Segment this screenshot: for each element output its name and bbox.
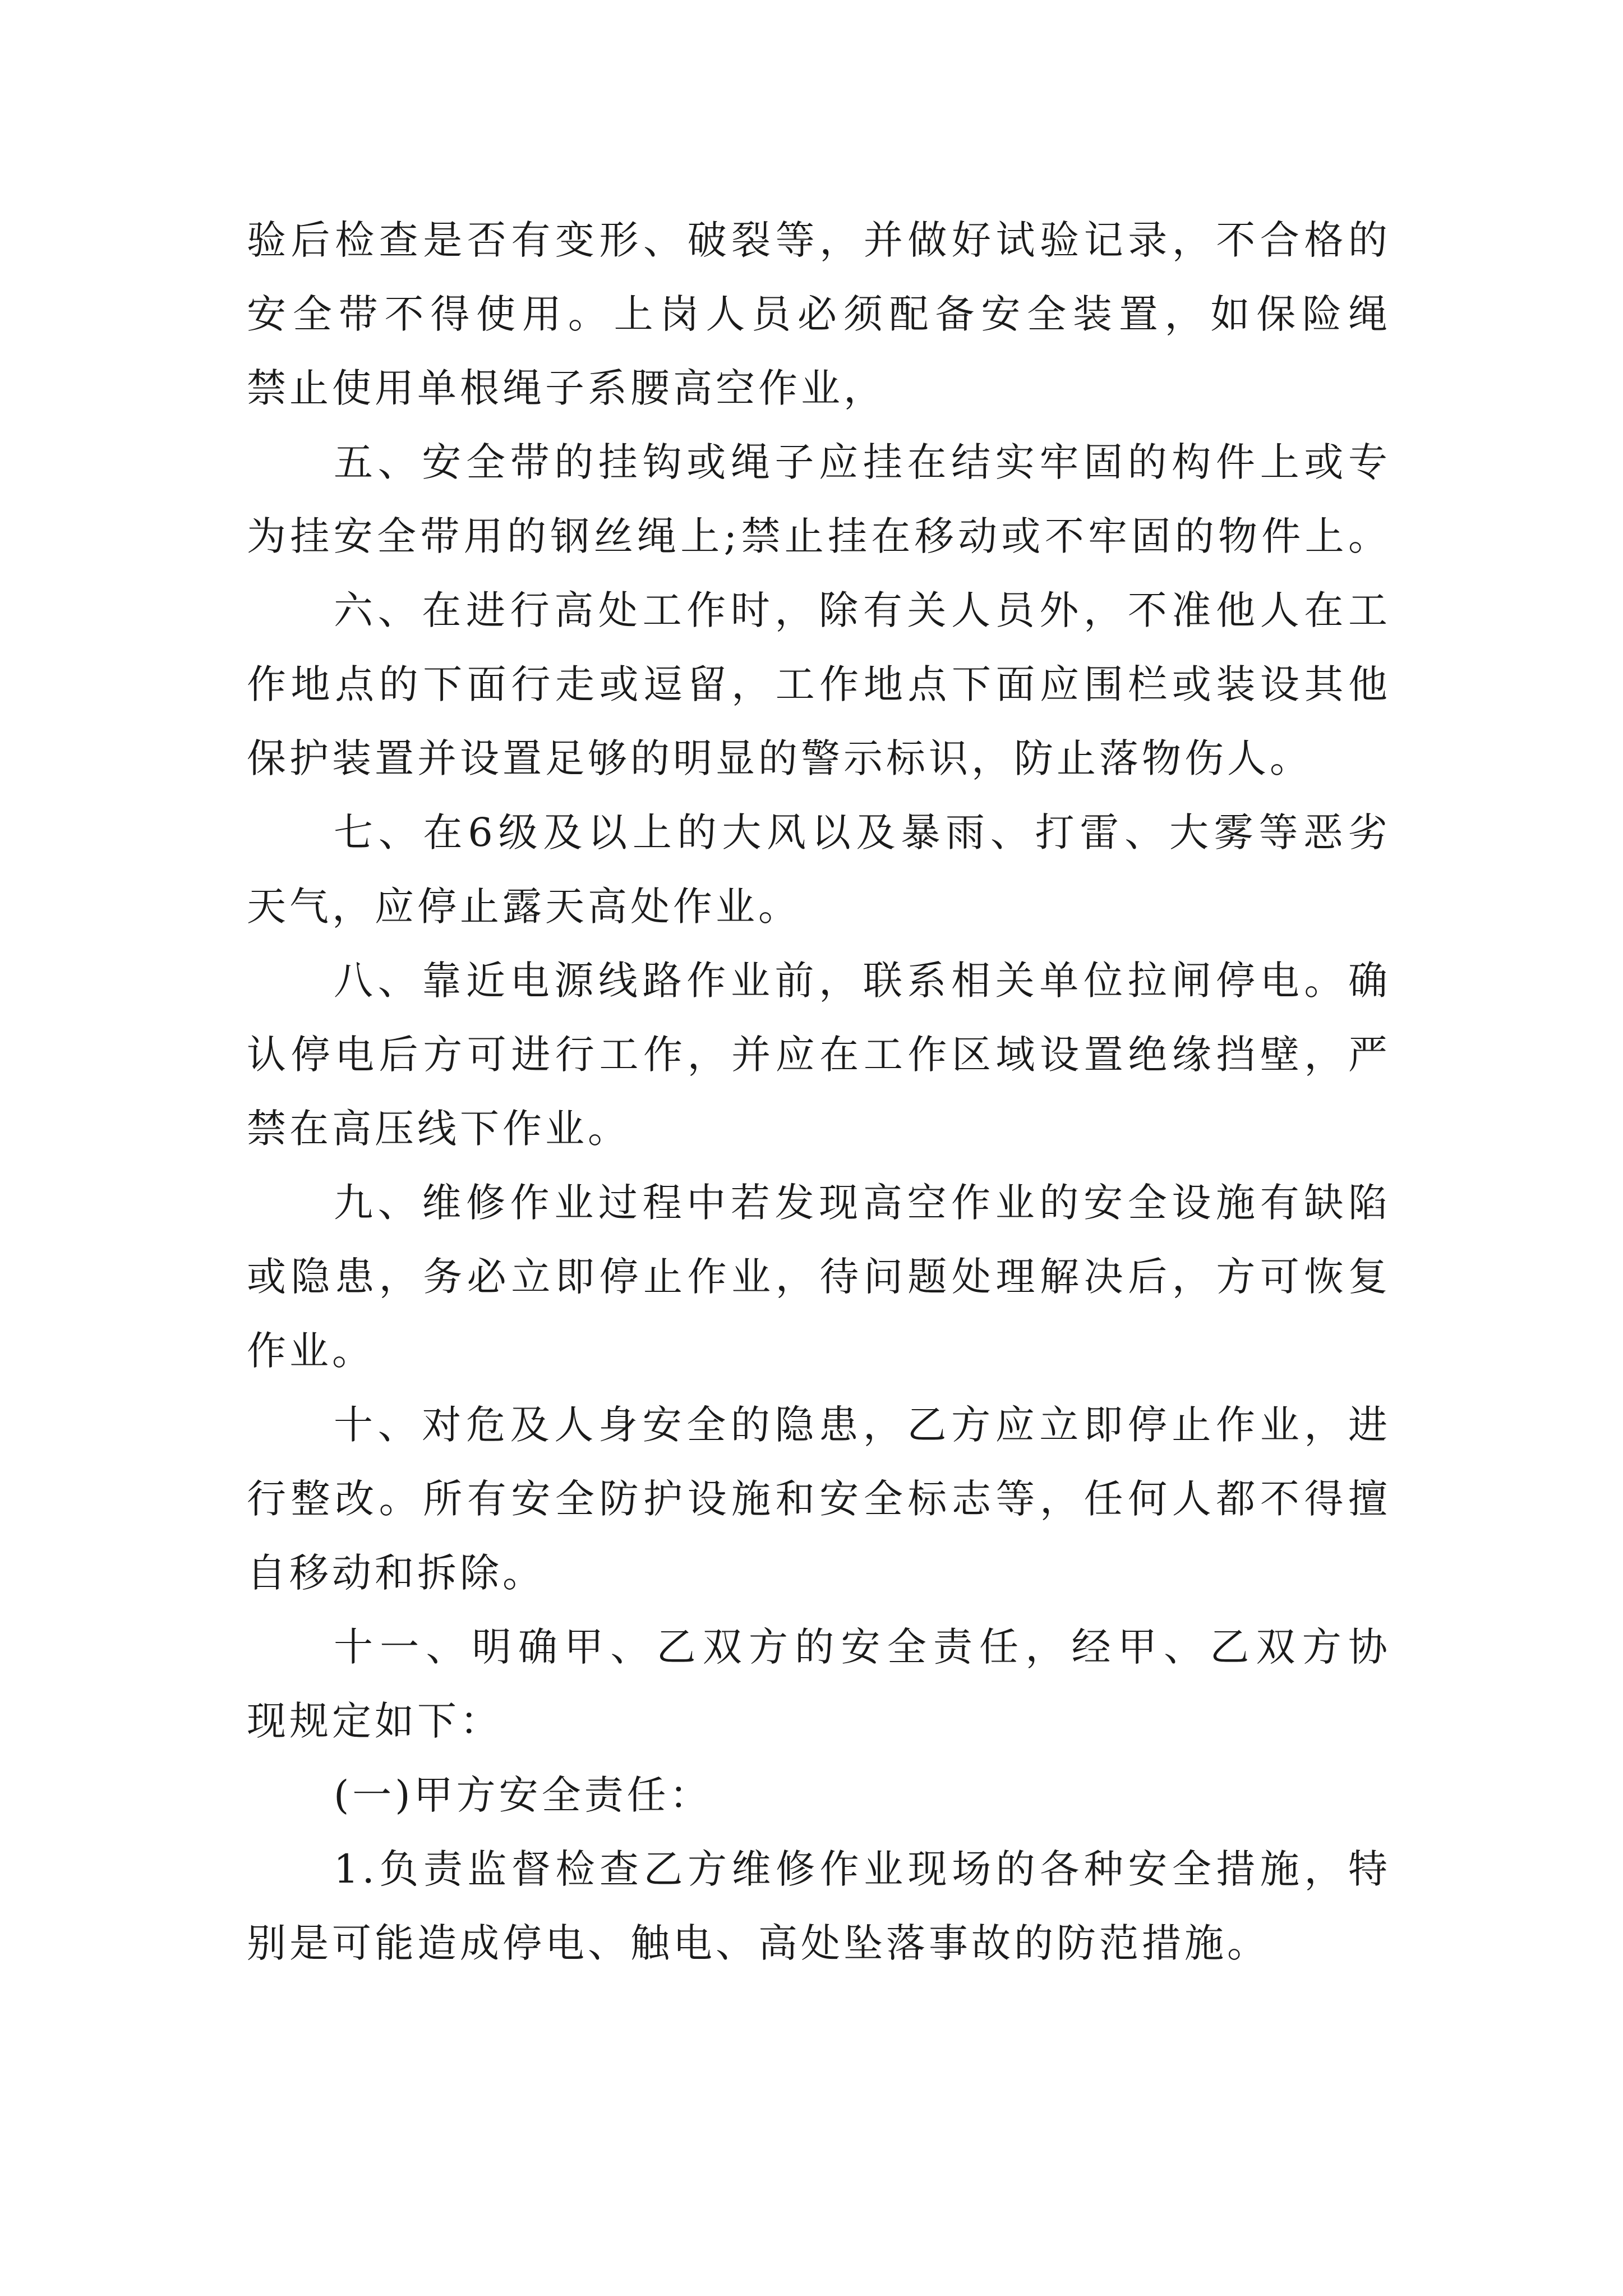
text-line: 八、靠近电源线路作业前，联系相关单位拉闸停电。确 xyxy=(334,958,1391,1004)
text-line: 作业。 xyxy=(247,1328,375,1374)
text-line: 现规定如下： xyxy=(247,1698,502,1744)
text-line: 自移动和拆除。 xyxy=(247,1550,545,1596)
text-line: 或隐患，务必立即停止作业，待问题处理解决后，方可恢复 xyxy=(247,1254,1391,1300)
text-line: 1.负责监督检查乙方维修作业现场的各种安全措施，特 xyxy=(334,1846,1391,1892)
text-line: 为挂安全带用的钢丝绳上;禁止挂在移动或不牢固的物件上。 xyxy=(247,513,1391,559)
text-line: 七、在6级及以上的大风以及暴雨、打雷、大雾等恶劣 xyxy=(334,809,1391,855)
text-line: 六、在进行高处工作时，除有关人员外，不准他人在工 xyxy=(334,587,1391,633)
text-line: 验后检查是否有变形、破裂等，并做好试验记录，不合格的 xyxy=(247,217,1391,263)
text-line: 九、维修作业过程中若发现高空作业的安全设施有缺陷 xyxy=(334,1180,1391,1226)
text-line: 安全带不得使用。上岗人员必须配备安全装置，如保险绳 xyxy=(247,291,1391,337)
document-body xyxy=(247,203,1391,1980)
text-line: 禁止使用单根绳子系腰高空作业， xyxy=(247,365,886,411)
text-line: 保护装置并设置足够的明显的警示标识，防止落物伤人。 xyxy=(247,735,1312,781)
text-line: 别是可能造成停电、触电、高处坠落事故的防范措施。 xyxy=(247,1920,1270,1966)
text-line: 认停电后方可进行工作，并应在工作区域设置绝缘挡壁，严 xyxy=(247,1032,1391,1078)
text-line: 五、安全带的挂钩或绳子应挂在结实牢固的构件上或专 xyxy=(334,439,1391,485)
text-line: 禁在高压线下作业。 xyxy=(247,1106,630,1152)
text-line: 行整改。所有安全防护设施和安全标志等，任何人都不得擅 xyxy=(247,1476,1391,1522)
text-line: 作地点的下面行走或逗留，工作地点下面应围栏或装设其他 xyxy=(247,661,1391,707)
text-line: 天气，应停止露天高处作业。 xyxy=(247,884,801,930)
text-line: (一)甲方安全责任： xyxy=(334,1772,712,1818)
text-line: 十一、明确甲、乙双方的安全责任，经甲、乙双方协 xyxy=(334,1624,1391,1670)
text-line: 十、对危及人身安全的隐患，乙方应立即停止作业，进 xyxy=(334,1402,1391,1448)
